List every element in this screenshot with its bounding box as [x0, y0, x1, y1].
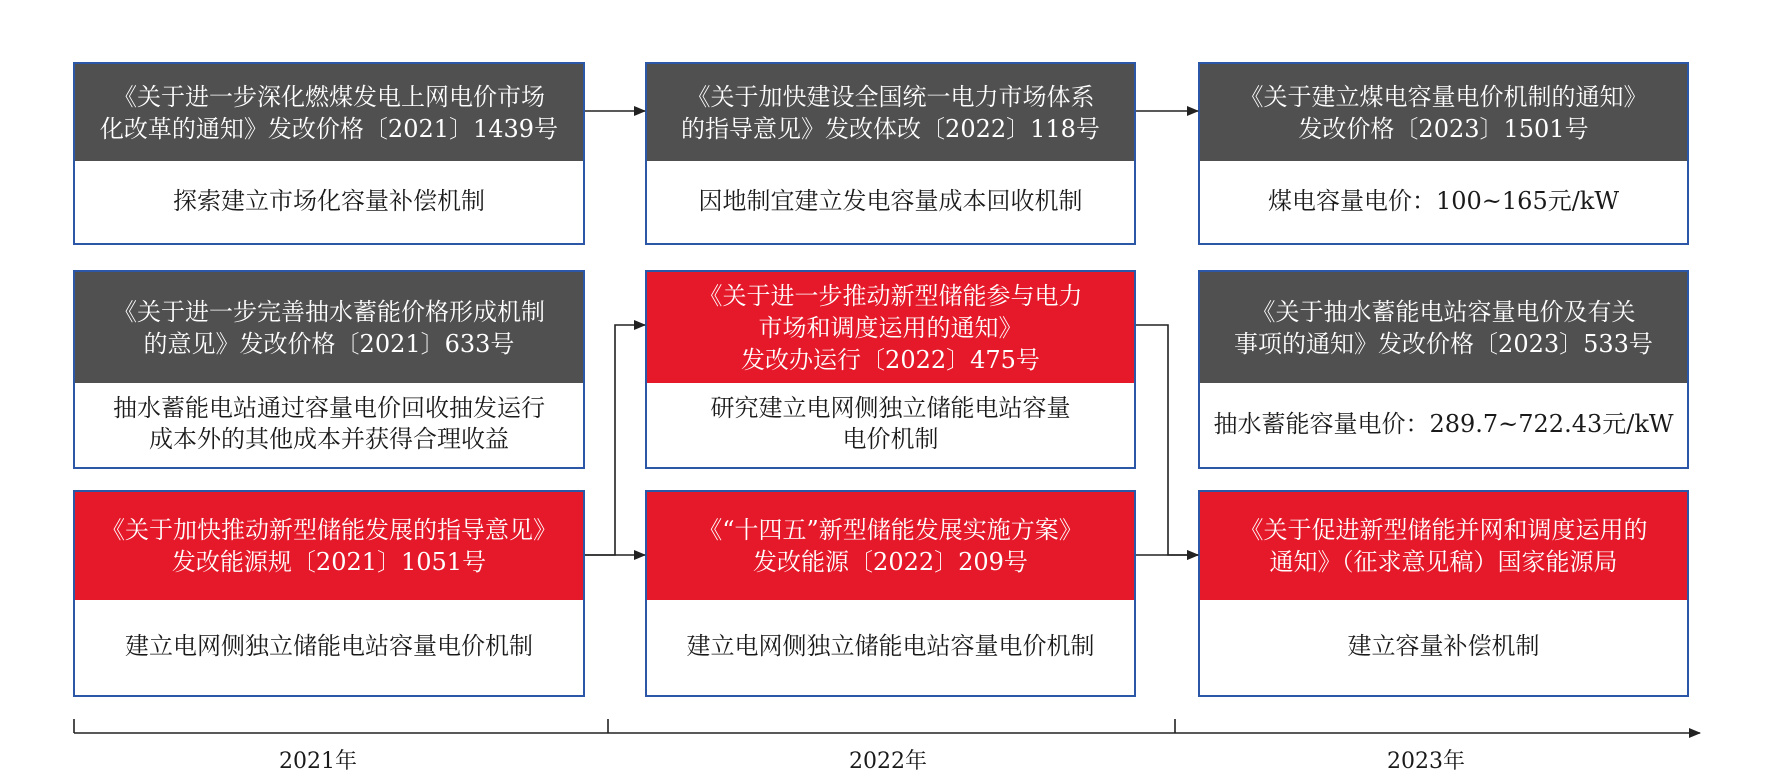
card-header-line: 《关于进一步完善抽水蓄能价格形成机制	[113, 297, 545, 326]
card-header-line: 发改价格〔2023〕1501号	[1298, 114, 1589, 143]
card-header-line: 《“十四五”新型储能发展实施方案》	[698, 516, 1083, 544]
card-header-line: 发改能源〔2022〕209号	[753, 548, 1028, 576]
card-body-line: 抽水蓄能电站通过容量电价回收抽发运行	[113, 394, 545, 422]
card-header-line: 发改能源规〔2021〕1051号	[171, 548, 487, 576]
card-body-line: 建立电网侧独立储能电站容量电价机制	[125, 632, 533, 660]
card-body-line: 电价机制	[842, 425, 939, 453]
timeline-year-label: 2022年	[849, 749, 927, 774]
card-body-line: 建立容量补偿机制	[1347, 632, 1540, 660]
card-body-line: 抽水蓄能容量电价：289.7~722.43元/kW	[1213, 409, 1674, 438]
card-header-line: 《关于加快推动新型储能发展的指导意见》	[101, 516, 557, 544]
card-body-line: 探索建立市场化容量补偿机制	[173, 186, 485, 215]
card-header-line: 的意见》发改价格〔2021〕633号	[143, 329, 515, 358]
card-header-line: 事项的通知》发改价格〔2023〕533号	[1234, 329, 1653, 358]
card-header-line: 《关于抽水蓄能电站容量电价及有关	[1251, 297, 1636, 326]
card-header-line: 《关于进一步推动新型储能参与电力	[698, 281, 1083, 310]
card-body-line: 煤电容量电价：100~165元/kW	[1267, 186, 1620, 215]
card-body-line: 建立电网侧独立储能电站容量电价机制	[686, 632, 1095, 660]
card-header-line: 《关于进一步深化燃煤发电上网电价市场	[113, 82, 545, 111]
card-header-line: 《关于建立煤电容量电价机制的通知》	[1239, 82, 1648, 111]
card-header-line: 《关于加快建设全国统一电力市场体系	[686, 82, 1095, 111]
card-body-line: 成本外的其他成本并获得合理收益	[149, 425, 509, 453]
arrow-row2-c2-to-row3-c3	[1136, 325, 1198, 555]
card-header-line: 市场和调度运用的通知》	[758, 313, 1023, 342]
timeline-year-label: 2023年	[1387, 749, 1465, 774]
card-header-line: 通知》（征求意见稿）国家能源局	[1269, 548, 1618, 576]
card-header-line: 发改办运行〔2022〕475号	[741, 345, 1040, 374]
card-header-line: 《关于促进新型储能并网和调度运用的	[1239, 516, 1648, 544]
timeline-year-label: 2021年	[279, 749, 357, 774]
card-body-line: 研究建立电网侧独立储能电站容量	[710, 394, 1071, 422]
arrow-row3-c1-to-row2-c2	[585, 325, 645, 555]
card-header-line: 化改革的通知》发改价格〔2021〕1439号	[99, 114, 559, 143]
card-body-line: 因地制宜建立发电容量成本回收机制	[698, 186, 1083, 215]
card-header-line: 的指导意见》发改体改〔2022〕118号	[681, 114, 1100, 143]
